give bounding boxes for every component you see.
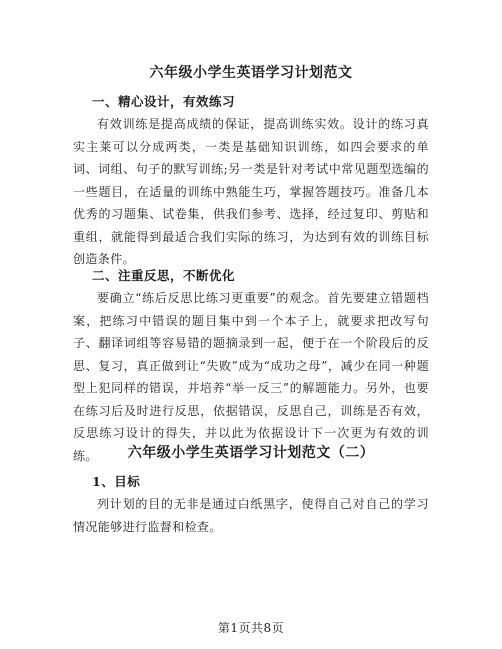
document-title: 六年级小学生英语学习计划范文 — [149, 65, 353, 81]
section-heading-2: 二、注重反思，不断优化 — [92, 268, 236, 283]
section-paragraph-3: 列计划的目的无非是通过白纸黑字，使得自己对自己的学习情况能够进行监督和检查。 — [73, 497, 429, 534]
page-footer: 第1页共8页 — [217, 621, 285, 635]
document-title-2: 六年级小学生英语学习计划范文（二） — [127, 445, 375, 461]
section-paragraph-1: 有效训练是提高成绩的保证，提高训练实效。设计的练习真实主莱可以分成两类，一类是基础知识训练，如四会要求的单词、词组、句子的默写训练;另一类是针对考试中常见题型选编的一些题目，在适量的训练中熟能生巧，掌握答题技巧。准备几本优秀的习题集、试卷集，供我们参考、选择，经过复印、剪贴和重组，就能得到最适合我们实际的练习，为达到有效的训练目标创造条件。 — [73, 117, 429, 266]
section-heading-1: 一、精心设计，有效练习 — [92, 94, 236, 109]
section-heading-3: 1、目标 — [92, 474, 141, 489]
section-paragraph-2: 要确立“练后反思比练习更重要”的观念。首先要建立错题档案，把练习中错误的题目集中到一个本子上，就要求把改写句子、翻译词组等容易错的题摘录到一起，便于在一个阶段后的反思、复习，真正做到让“失败”成为“成功之母”，减少在同一种题型上犯同样的错误，并培养“举一反三”的解题能力。另外，也要在练习后及时进行反思，依据错误，反思自己，训练是否有效，反思练习设计的得失，并以此为依据设计下一次更为有效的训练。 — [73, 291, 429, 463]
